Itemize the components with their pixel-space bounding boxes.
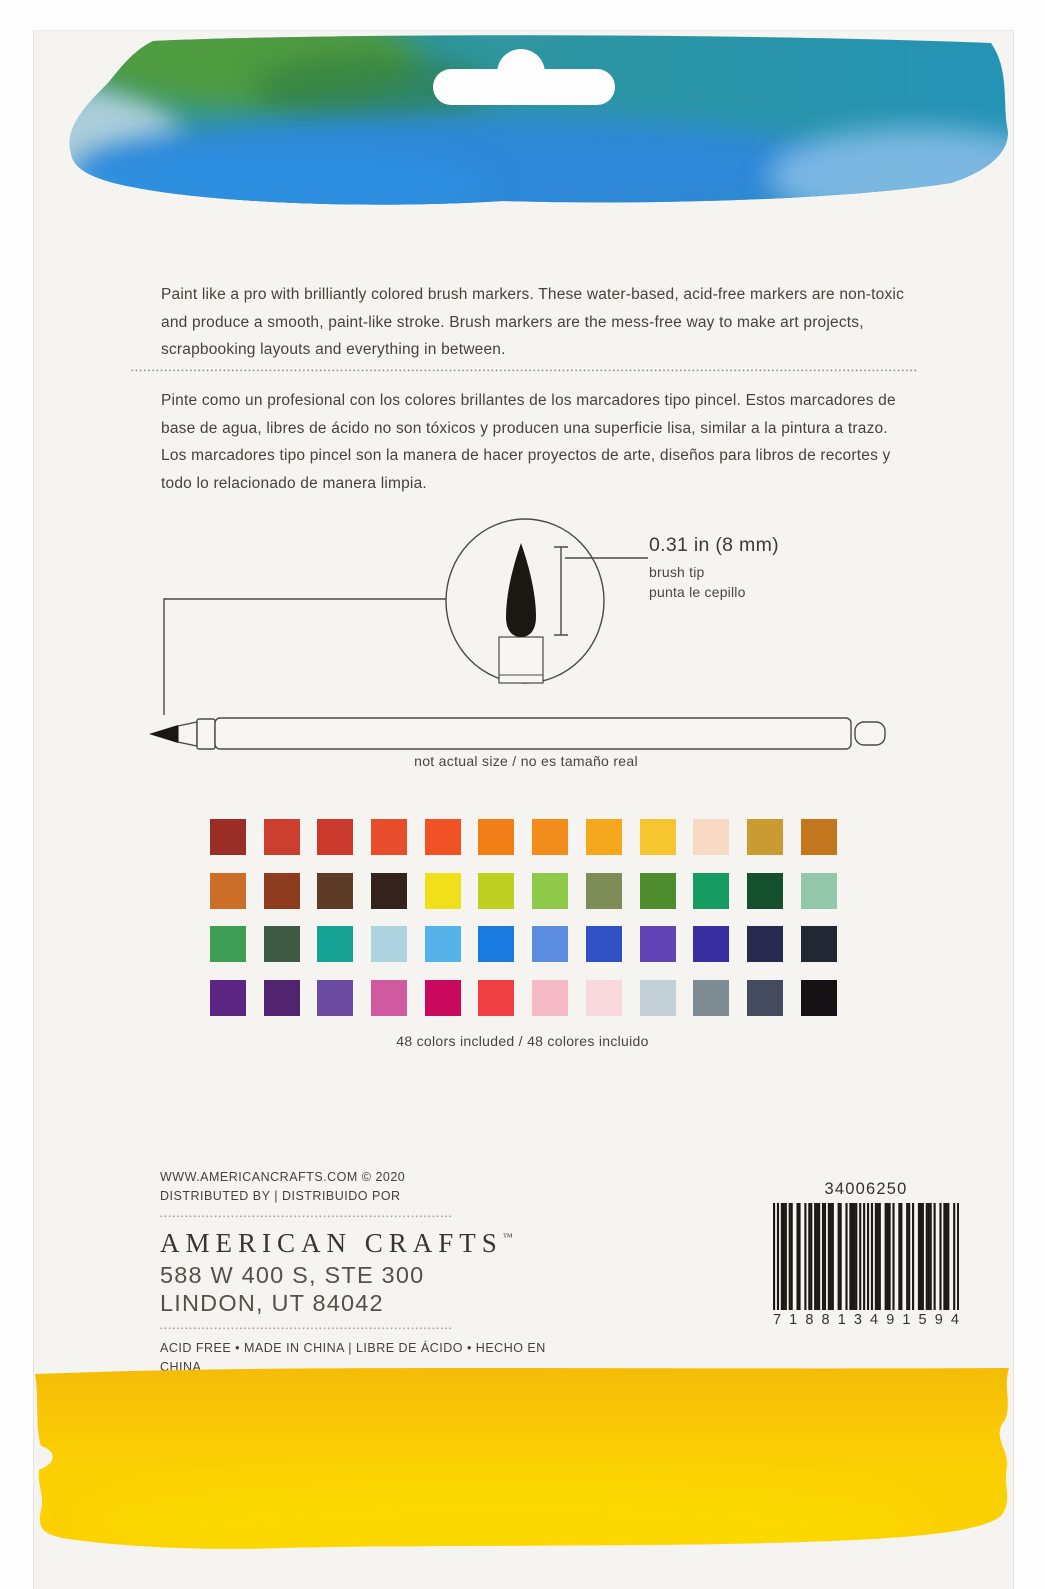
color-swatch — [586, 819, 622, 855]
color-swatch — [747, 926, 783, 962]
color-swatch — [478, 819, 514, 855]
brush-tip-label-es: punta le cepillo — [649, 584, 746, 600]
color-swatch — [264, 926, 300, 962]
barcode-digit: 9 — [934, 1312, 943, 1328]
color-swatch — [532, 873, 568, 909]
color-swatch — [371, 873, 407, 909]
language-divider — [131, 369, 917, 372]
color-swatch — [317, 819, 353, 855]
intro-paragraph-spanish: Pinte como un profesional con los colores brillantes de los marcadores tipo pincel. Estos marcadores de base de agua, libres de ácido no son tóxicos y producen una superficie lisa, similar a la pintura a trazo. Los marcadores tipo pincel son la manera de hacer proyectos de arte, diseños para libros de recortes y todo lo relacionado de manera limpia. — [161, 392, 896, 492]
swatch-count-caption: 48 colors included / 48 colores incluido — [396, 1033, 649, 1049]
footer-divider-top — [160, 1215, 452, 1218]
color-swatch — [532, 980, 568, 1016]
color-swatch — [532, 926, 568, 962]
color-swatch — [210, 980, 246, 1016]
color-swatch — [747, 873, 783, 909]
barcode-digit: 1 — [837, 1312, 846, 1328]
color-swatch — [425, 873, 461, 909]
color-swatch — [693, 980, 729, 1016]
color-swatch — [693, 819, 729, 855]
brush-tip-shape — [506, 543, 536, 637]
color-swatch — [371, 926, 407, 962]
color-swatch — [210, 926, 246, 962]
color-swatch — [371, 980, 407, 1016]
color-swatch — [371, 819, 407, 855]
color-swatch — [640, 819, 676, 855]
barcode-digit: 8 — [805, 1312, 814, 1328]
top-watercolor-wash — [33, 31, 1012, 236]
website-line: WWW.AMERICANCRAFTS.COM © 2020 — [160, 1170, 406, 1184]
distributed-line: DISTRIBUTED BY | DISTRIBUIDO POR — [160, 1189, 401, 1203]
color-swatch — [264, 980, 300, 1016]
barcode-digits — [772, 1312, 960, 1328]
brand-name: AMERICAN CRAFTS™ — [160, 1228, 513, 1258]
color-swatch — [801, 980, 837, 1016]
color-swatch — [586, 873, 622, 909]
barcode-digit: 4 — [950, 1312, 959, 1328]
barcode-digit: 1 — [902, 1312, 911, 1328]
barcode-digit: 4 — [870, 1312, 879, 1328]
address-line-2: LINDON, UT 84042 — [160, 1290, 384, 1316]
swatch-grid — [210, 819, 837, 1016]
footer-divider-bottom — [160, 1327, 452, 1330]
measurement-label: 0.31 in (8 mm) — [649, 534, 779, 556]
trademark-symbol: ™ — [502, 1232, 513, 1243]
color-swatch — [747, 980, 783, 1016]
color-swatch — [425, 926, 461, 962]
pen-tip-shape — [149, 725, 178, 743]
color-swatch — [640, 980, 676, 1016]
color-swatch — [478, 873, 514, 909]
color-swatch — [801, 873, 837, 909]
barcode-sku-number: 34006250 — [824, 1180, 908, 1198]
address-line-1: 588 W 400 S, STE 300 — [160, 1262, 425, 1288]
color-swatch — [693, 873, 729, 909]
brush-tip-label-en: brush tip — [649, 564, 705, 580]
color-swatch — [317, 926, 353, 962]
color-swatch — [747, 819, 783, 855]
color-swatch — [210, 819, 246, 855]
color-swatch — [586, 926, 622, 962]
color-swatch — [264, 873, 300, 909]
color-swatch — [640, 873, 676, 909]
color-swatch — [317, 980, 353, 1016]
color-swatch — [801, 819, 837, 855]
color-swatch — [210, 873, 246, 909]
acid-free-line: ACID FREE • MADE IN CHINA | LIBRE DE ÁCIDO • HECHO EN CHINA — [160, 1341, 546, 1374]
barcode-digit: 7 — [773, 1312, 782, 1328]
color-swatch — [801, 926, 837, 962]
not-actual-size-caption: not actual size / no es tamaño real — [414, 753, 638, 769]
barcode-digit: 8 — [821, 1312, 830, 1328]
color-swatch — [425, 819, 461, 855]
intro-paragraph-english: Paint like a pro with brilliantly colored brush markers. These water-based, acid-free markers are non-toxic and produce a smooth, paint-like stroke. Brush markers are the mess-free way to make art projects, scrapbooking layouts and everything in between. — [161, 286, 905, 358]
color-swatch — [317, 873, 353, 909]
barcode-block — [772, 1180, 960, 1328]
barcode-bars — [773, 1203, 959, 1310]
color-swatch — [640, 926, 676, 962]
bottom-watercolor-wash — [33, 1358, 1012, 1563]
barcode-digit: 3 — [853, 1312, 862, 1328]
color-swatch — [264, 819, 300, 855]
barcode-digit: 5 — [918, 1312, 927, 1328]
color-swatch — [478, 926, 514, 962]
barcode-digit: 1 — [789, 1312, 798, 1328]
barcode-digit: 9 — [886, 1312, 895, 1328]
brush-tip-diagram — [131, 501, 921, 791]
color-swatch — [478, 980, 514, 1016]
color-swatch — [532, 819, 568, 855]
color-swatch — [586, 980, 622, 1016]
color-swatch — [693, 926, 729, 962]
color-swatch — [425, 980, 461, 1016]
